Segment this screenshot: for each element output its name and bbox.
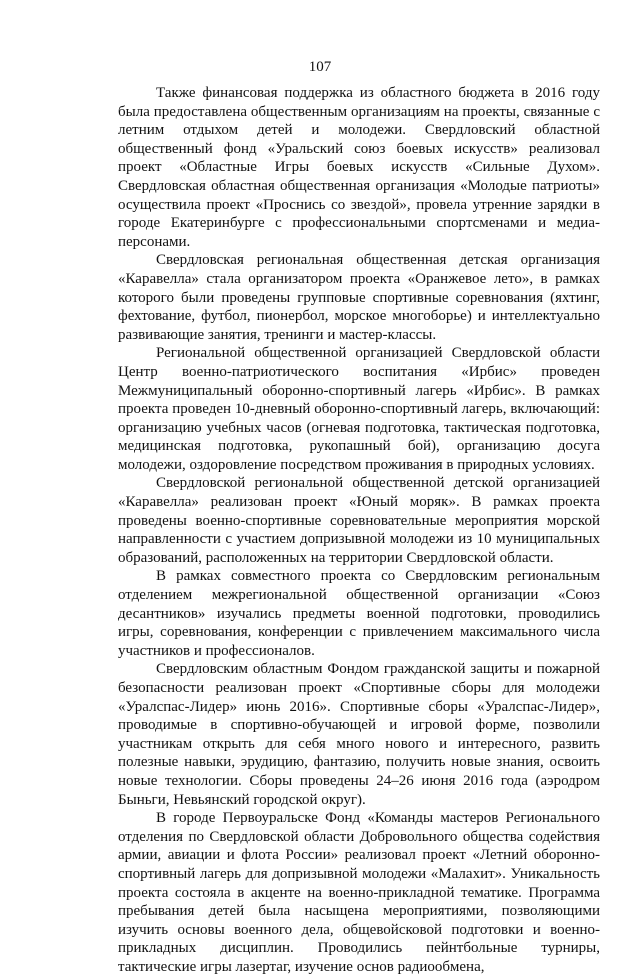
paragraph: Свердловским областным Фондом гражданской защиты и пожарной безопасности реализован проект «Спортивные сборы для молодежи «Уралспас-Лидер» июнь 2016». Спортивные сборы «Уралспас-Лидер», проводимые в спортивно-обучающей и игровой форме, позволили участникам открыть для себя много нового и интересного, развить полезные навыки, эрудицию, фантазию, получить новые знания, освоить новые технологии. Сборы проведены 24–26 июня 2016 года (аэродром Быньги, Невьянский городской округ).: [118, 661, 600, 808]
paragraph: Региональной общественной организацией Свердловской области Центр военно-патриотического воспитания «Ирбис» проведен Межмуниципальный оборонно-спортивный лагерь «Ирбис». В рамках проекта проведен 10-дневный оборонно-спортивный лагерь, включающий: организацию учебных часов (огневая подготовка, тактическая подготовка, медицинская подготовка, рукопашный бой), организацию досуга молодежи, оздоровление посредством проживания в природных условиях.: [118, 345, 600, 473]
paragraph: Свердловская региональная общественная детская организация «Каравелла» стала организатором проекта «Оранжевое лето», в рамках которого были проведены групповые спортивные соревнования (яхтинг, фехтование, футбол, пионербол, морское многоборье) и интеллектуально развивающие занятия, тренинги и мастер-классы.: [118, 252, 600, 343]
body-text: [118, 84, 600, 977]
paragraph: В рамках совместного проекта со Свердловским региональным отделением межрегиональной общественной организации «Союз десантников» изучались предметы военной подготовки, проводились игры, соревнования, конференции с привлечением максимального числа участников и профессионалов.: [118, 568, 600, 659]
paragraph: Свердловской региональной общественной детской организацией «Каравелла» реализован проект «Юный моряк». В рамках проекта проведены военно-спортивные соревновательные мероприятия морской направленности с участием допризывной молодежи из 10 муниципальных образований, расположенных на территории Свердловской области.: [118, 475, 600, 566]
page-number: 107: [308, 59, 332, 75]
paragraph: В городе Первоуральске Фонд «Команды мастеров Регионального отделения по Свердловской области Добровольного общества содействия армии, авиации и флота России» реализовал проект «Летний оборонно-спортивный лагерь для допризывной молодежи «Малахит». Уникальность проекта состояла в акценте на военно-прикладной тематике. Программа пребывания детей была насыщена мероприятиями, позволяющими изучить основы военного дела, общевойсковой подготовки и военно-прикладных дисциплин. Проводились пейнтбольные турниры, тактические игры лазертаг, изучение основ радиообмена,: [118, 810, 600, 975]
paragraph: Также финансовая поддержка из областного бюджета в 2016 году была предоставлена общественным организациям на проекты, связанные с летним отдыхом детей и молодежи. Свердловский областной общественный фонд «Уральский союз боевых искусств» реализовал проект «Областные Игры боевых искусств «Сильные Духом». Свердловская областная общественная организация «Молодые патриоты» осуществила проект «Проснись со звездой», провела утренние зарядки в городе Екатеринбурге с профессиональными спортсменами и медиа-персонами.: [118, 85, 600, 250]
